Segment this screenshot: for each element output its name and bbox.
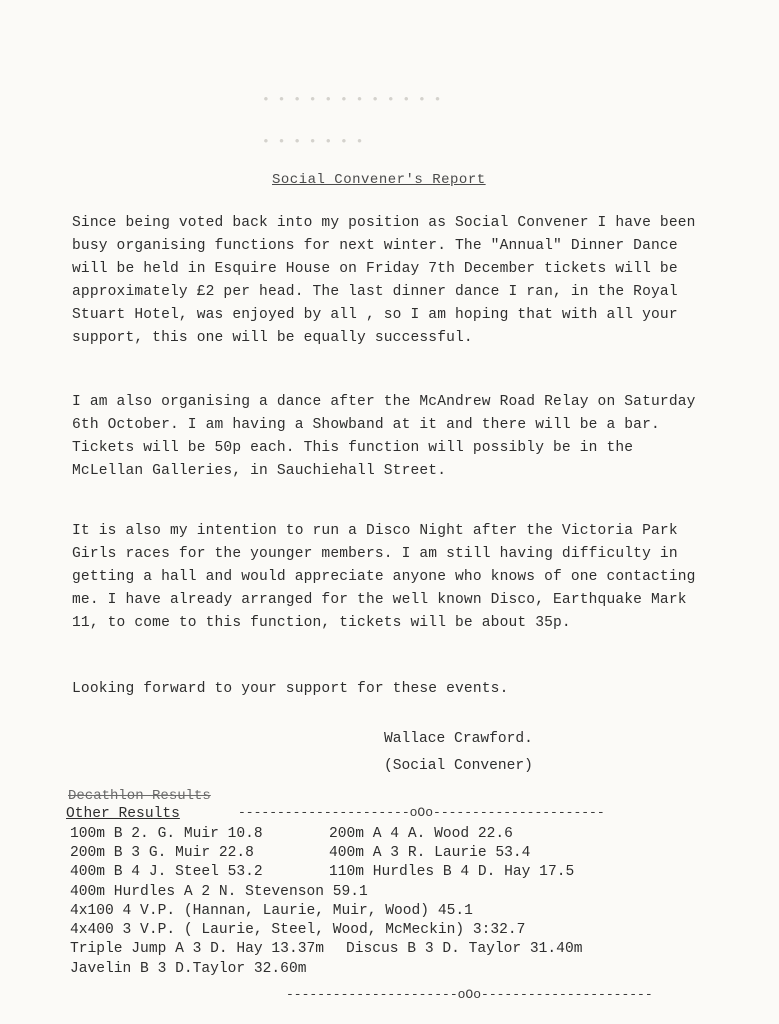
struck-heading: Decathlon Results [68,788,211,804]
result-left: 4x400 3 V.P. ( Laurie, Steel, Wood, McMeckin) 3:32.7 [70,922,526,938]
signature-name: Wallace Crawford. [384,731,533,747]
paragraph-closing: Looking forward to your support for these events. [72,681,509,697]
result-left: Triple Jump A 3 D. Hay 13.37m [70,941,324,957]
result-right: 400m A 3 R. Laurie 53.4 [329,845,531,861]
result-left: 400m Hurdles A 2 N. Stevenson 59.1 [70,884,368,900]
result-left: 400m B 4 J. Steel 53.2 [70,864,263,880]
report-heading: Social Convener's Report [272,172,486,188]
divider-top: ----------------------oOo---------------------- [238,805,605,820]
signature-title: (Social Convener) [384,758,533,774]
paragraph-relay-dance: I am also organising a dance after the McAndrew Road Relay on Saturday 6th October. I am having a Showband at it and there will be a bar. Tickets will be 50p each. This function will possibly be in the McLellan Galleries, in Sauchiehall Street. [72,394,696,479]
result-left: Javelin B 3 D.Taylor 32.60m [70,961,307,977]
divider-bottom: ----------------------oOo---------------------- [286,987,653,1002]
show-through-mark: • • • • • • • • • • • • [262,92,442,107]
results-label: Other Results [66,806,180,822]
result-right: 200m A 4 A. Wood 22.6 [329,826,513,842]
paragraph-disco-night: It is also my intention to run a Disco Night after the Victoria Park Girls races for the younger members. I am still having difficulty in getting a hall and would appreciate anyone who knows of one contacting me. I have already arranged for the well known Disco, Earthquake Mark 11, to come to this function, tickets will be about 35p. [72,523,696,631]
show-through-mark: • • • • • • • [262,134,364,149]
result-right: Discus B 3 D. Taylor 31.40m [346,941,583,957]
paragraph-dinner-dance: Since being voted back into my position as Social Convener I have been busy organising functions for next winter. The "Annual" Dinner Dance will be held in Esquire House on Friday 7th December tickets will be approximately £2 per head. The last dinner dance I ran, in the Royal Stuart Hotel, was enjoyed by all , so I am hoping that with all your support, this one will be equally successful. [72,215,696,346]
result-right: 110m Hurdles B 4 D. Hay 17.5 [329,864,575,880]
result-left: 200m B 3 G. Muir 22.8 [70,845,254,861]
result-left: 4x100 4 V.P. (Hannan, Laurie, Muir, Wood) 45.1 [70,903,473,919]
result-left: 100m B 2. G. Muir 10.8 [70,826,263,842]
